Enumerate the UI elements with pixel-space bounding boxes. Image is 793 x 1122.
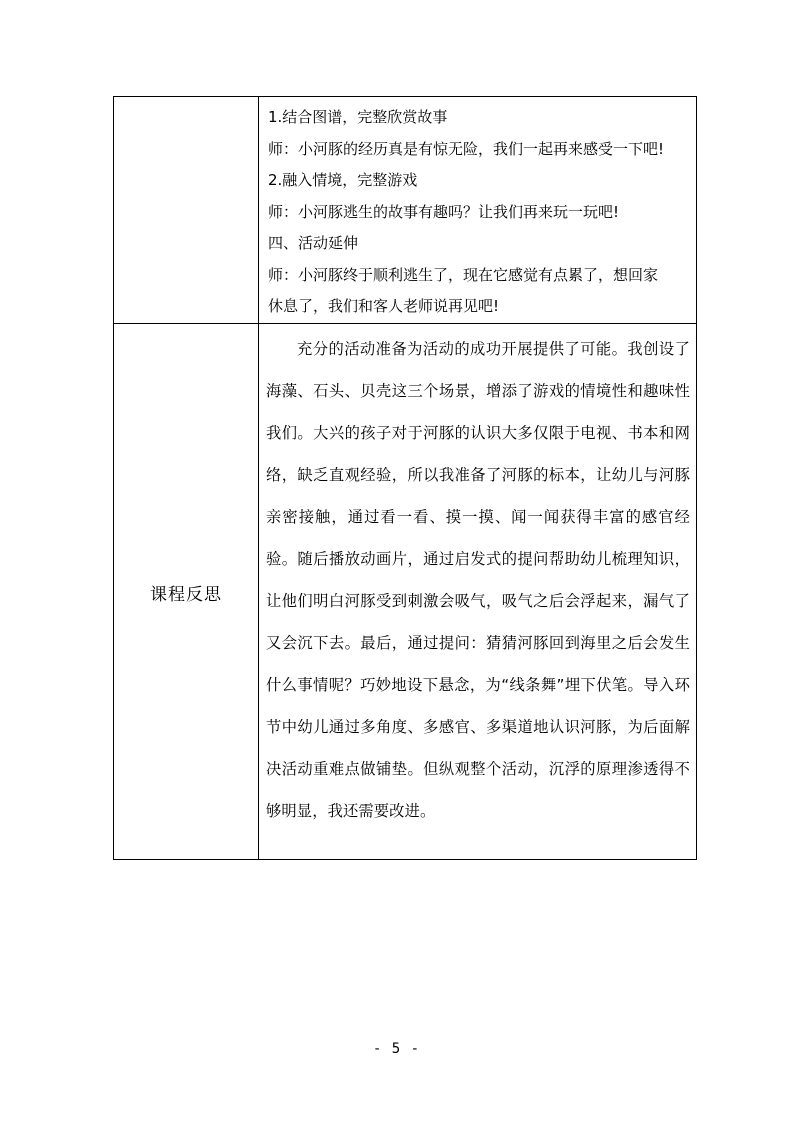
table-row (114, 323, 697, 859)
activity-steps-cell (259, 97, 697, 324)
reflection-content-cell (259, 323, 697, 859)
page-number: - 5 - (372, 1041, 421, 1057)
step-line: 师：小河豚逃生的故事有趣吗？让我们再来玩一玩吧! (268, 202, 620, 221)
step-line: 师：小河豚终于顺利逃生了，现在它感觉有点累了，想回家 (268, 265, 659, 284)
reflection-paragraph: 充分的活动准备为活动的成功开展提供了可能。我创设了海藻、石头、贝壳这三个场景，增添了游戏的情境性和趣味性我们。大兴的孩子对于河豚的认识大多仅限于电视、书本和网络，缺乏直观经验，所以我准备了河豚的标本，让幼儿与河豚亲密接触，通过看一看、摸一摸、闻一闻获得丰富的感官经验。随后播放动画片，通过启发式的提问帮助幼儿梳理知识，让他们明白河豚受到刺激会吸气，吸气之后会浮起来，漏气了又会沉下去。最后，通过提问：猜猜河豚回到海里之后会发生什么事情呢？巧妙地设下悬念，为“线条舞”埋下伏笔。导入环节中幼儿通过多角度、多感官、多渠道地认识河豚，为后面解决活动重难点做铺垫。但纵观整个活动，沉浮的原理渗透得不够明显，我还需要改进。 (266, 339, 690, 820)
reflection-label: 课程反思 (150, 584, 222, 605)
step-line: 2.融入情境，完整游戏 (268, 171, 418, 189)
activity-steps-text (259, 97, 696, 323)
lesson-table (113, 96, 697, 860)
step-line: 师：小河豚的经历真是有惊无险，我们一起再来感受一下吧! (268, 139, 665, 158)
table-row (114, 97, 697, 324)
row-label-cell (114, 97, 259, 324)
reflection-label-cell (114, 323, 259, 859)
step-line: 1.结合图谱，完整欣赏故事 (268, 108, 448, 126)
step-line: 休息了，我们和客人老师说再见吧! (268, 297, 500, 315)
step-line: 四、活动延伸 (268, 234, 359, 252)
